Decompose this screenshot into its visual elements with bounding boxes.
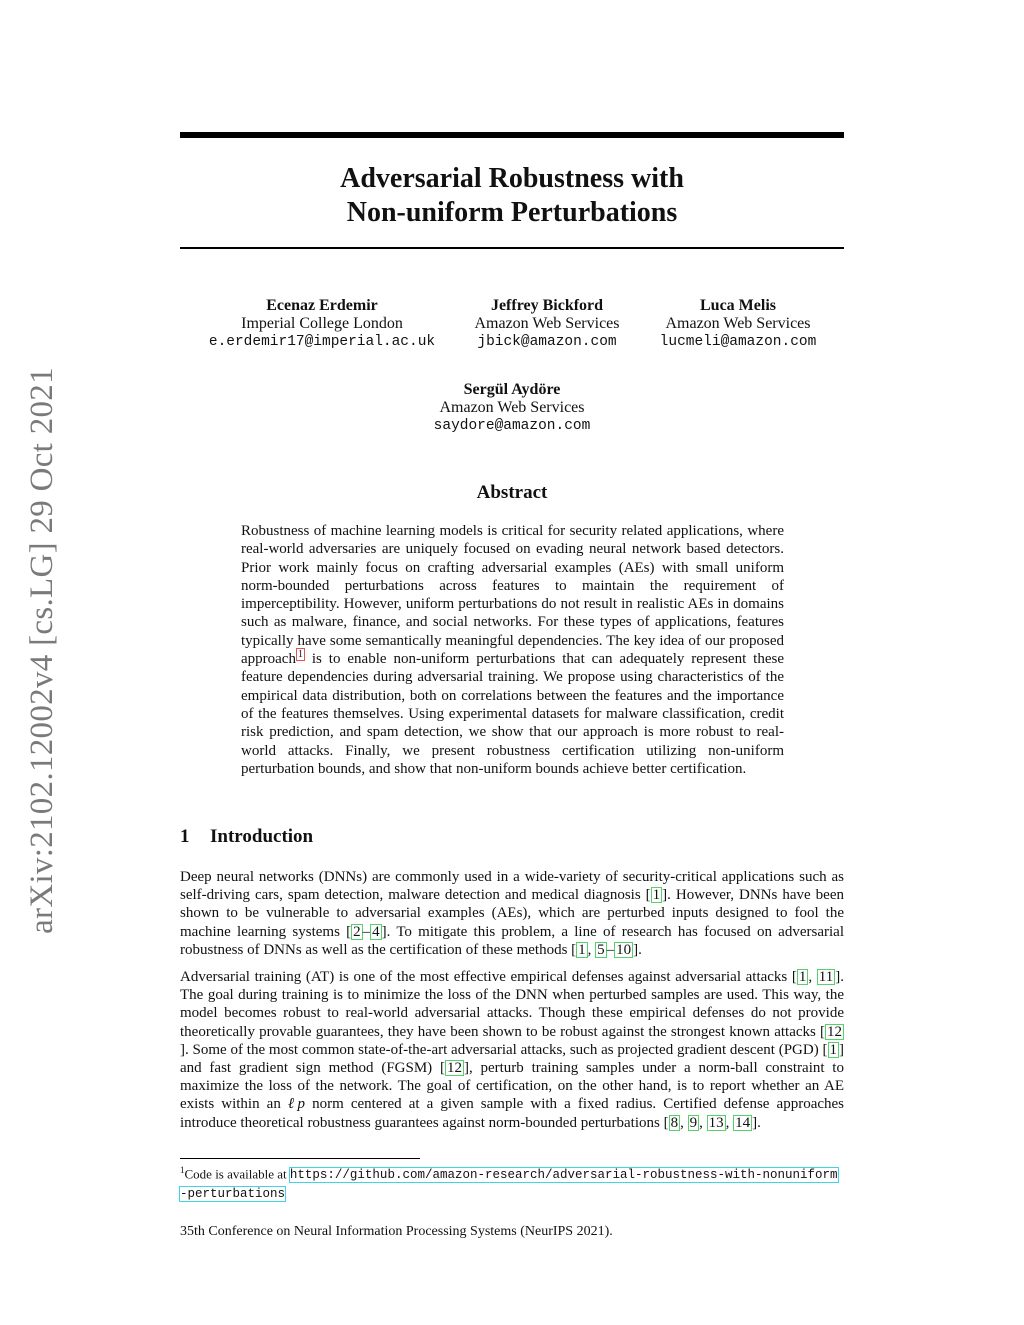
- citation-link[interactable]: 10: [616, 941, 632, 958]
- citation-link[interactable]: 5: [597, 941, 605, 958]
- abstract-body: [241, 522, 784, 778]
- citation-link[interactable]: 1: [652, 887, 661, 904]
- paper-title: [180, 162, 844, 230]
- intro-paragraph-2: Adversarial training (AT) is one of the most effective empirical defenses against adversarial attacks [ 1 , 11 ]. The goal during training is to minimize the loss of the DNN when perturbed samples are used. This way, the model becomes robust to real-world adversarial attacks. Though these empirical defenses do not provide theoretically provable guarantees, they have been shown to be robust against the strongest known attacks [ 12]. Some of the most common state-of-the-art adversarial attacks, such as projected gradient descent (PGD) [ 1 ] and fast gradient sign method (FGSM) [ 12 ], perturb training samples under a norm-ball constraint to maximize the loss of the network. The goal of certification, on the other hand, is to report whether an AE exists within an ℓp norm centered at a given sample with a fixed radius. Certified defense approaches introduce theoretical robustness guarantees against norm-bounded perturbations [ 8 , 9 , 13 , 14 ].: [180, 969, 845, 1131]
- citation-link[interactable]: 13: [708, 1114, 724, 1131]
- author-name: Ecenaz Erdemir: [266, 297, 378, 314]
- author-name: Jeffrey Bickford: [490, 297, 604, 314]
- citation-link[interactable]: 14: [735, 1114, 751, 1131]
- author-block: [608, 297, 868, 351]
- author-email[interactable]: jbick@amazon.com: [477, 334, 617, 350]
- arxiv-stamp: [16, 360, 68, 940]
- footnote-link[interactable]: 1: [297, 649, 303, 661]
- title-line-2: Non-uniform Perturbations: [346, 197, 678, 228]
- venue-footer: 35th Conference on Neural Information Processing Systems (NeurIPS 2021).: [180, 1224, 613, 1239]
- citation-link[interactable]: 1: [829, 1041, 837, 1058]
- footnote-mark: 1: [180, 1165, 185, 1175]
- citation-link[interactable]: 8: [670, 1114, 679, 1131]
- citation-link[interactable]: 12: [827, 1023, 842, 1040]
- citation-link[interactable]: 11: [818, 969, 834, 985]
- math-lp-norm: ℓp: [287, 1096, 306, 1113]
- section-title: Introduction: [210, 826, 314, 847]
- author-affiliation: Amazon Web Services: [474, 315, 620, 332]
- citation-link[interactable]: 4: [372, 923, 380, 940]
- citation-link[interactable]: 1: [798, 969, 807, 985]
- citation-link[interactable]: 9: [689, 1114, 698, 1131]
- section-heading: [180, 826, 313, 848]
- title-rule-bottom: [180, 247, 844, 249]
- author-affiliation: Amazon Web Services: [665, 315, 811, 332]
- author-email[interactable]: saydore@amazon.com: [433, 418, 591, 434]
- arxiv-stamp-text: arXiv:2102.12002v4 [cs.LG] 29 Oct 2021: [23, 366, 60, 934]
- author-name: Luca Melis: [700, 297, 776, 314]
- section-number: 1: [180, 826, 190, 847]
- author-block: [192, 297, 452, 351]
- author-email[interactable]: e.erdemir17@imperial.ac.uk: [208, 334, 436, 350]
- title-rule-top: [180, 132, 844, 138]
- abstract-text: Robustness of machine learning models is critical for security related applications, where real-world adversaries are uniquely focused on evading neural network based detectors. Prior work mainly focus on crafting adversarial examples (AEs) with small uniform norm-bounded perturbations across features to maintain the requirement of imperceptibility. However, uniform perturbations do not result in realistic AEs in domains such as malware, finance, and social networks. For these types of applications, features typically have some semantically meaningful dependencies. The key idea of our proposed approach: [241, 523, 784, 668]
- citation-link[interactable]: 1: [578, 941, 586, 958]
- abstract-heading: Abstract: [476, 482, 548, 503]
- author-name: Sergül Aydöre: [463, 381, 561, 398]
- footnote-divider: [180, 1158, 420, 1159]
- author-email[interactable]: lucmeli@amazon.com: [659, 334, 817, 350]
- author-affiliation: Imperial College London: [241, 315, 403, 332]
- intro-paragraph-1: Deep neural networks (DNNs) are commonly used in a wide-variety of security-critical applications such as self-driving cars, spam detection, malware detection and medical diagnosis [ 1 ]. However, DNNs have been shown to be vulnerable to adversarial examples (AEs), which are perturbed inputs designed to fool the machine learning systems [ 2 – 4 ]. To mitigate this problem, a line of research has focused on adversarial robustness of DNNs as well as the certification of these methods [ 1 , 5 – 10 ].: [180, 869, 844, 958]
- citation-link[interactable]: 2: [353, 923, 361, 940]
- author-affiliation: Amazon Web Services: [439, 399, 585, 416]
- author-block: [382, 381, 642, 435]
- citation-link[interactable]: 12: [446, 1060, 462, 1077]
- footnote-text: Code is available at: [184, 1166, 290, 1182]
- footnote: [180, 1162, 844, 1203]
- code-url-link[interactable]: https://github.com/amazon-research/adversarial-robustness-with-nonuniform-perturbations: [180, 1168, 838, 1202]
- abstract-text: is to enable non-uniform perturbations that can adequately represent these feature dependencies during adversarial training. We propose using characteristics of the empirical data distribution, both on correlations between the features and the importance of the features themselves. Using experimental datasets for malware classification, credit risk prediction, and spam detection, we show that our approach is more robust to real-world attacks. Finally, we present robustness certification utilizing non-uniform perturbation bounds, and show that non-uniform bounds achieve better certification.: [241, 651, 784, 777]
- title-line-1: Adversarial Robustness with: [340, 163, 684, 194]
